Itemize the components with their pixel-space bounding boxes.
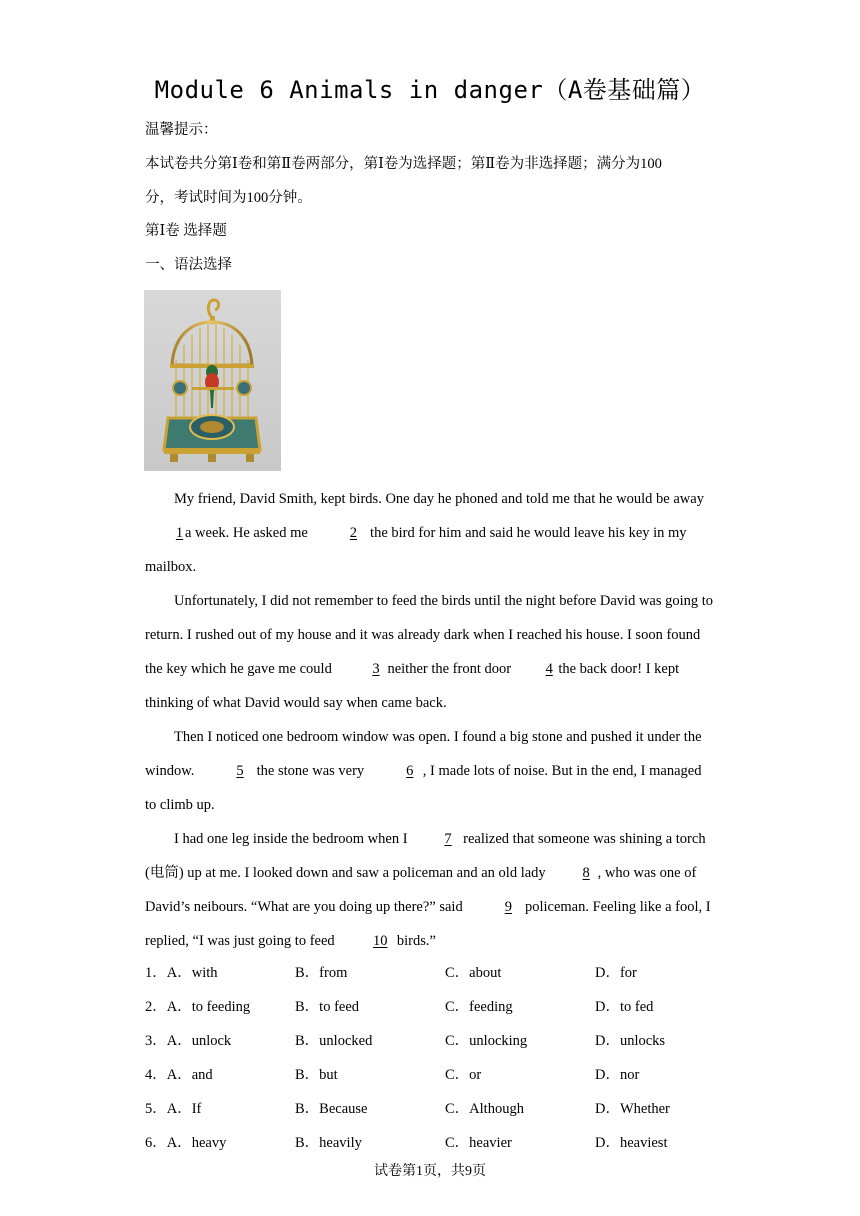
- option-6-c[interactable]: C．heavier: [445, 1135, 512, 1151]
- option-1-d[interactable]: D．for: [595, 965, 637, 981]
- option-4-c[interactable]: C．or: [445, 1067, 482, 1083]
- option-5-c[interactable]: C．Although: [445, 1101, 524, 1117]
- option-5-d[interactable]: D．Whether: [595, 1101, 670, 1117]
- passage-paragraph-3: Then I noticed one bedroom window was open. I found a big stone and pushed it under the window. 5 the stone was very 6 , I made lots of noise. But in the end, I managed to climb up.: [145, 729, 702, 813]
- question-2-options: [145, 990, 745, 1024]
- option-1-b[interactable]: B．from: [295, 965, 348, 981]
- option-2-b[interactable]: B．to feed: [295, 999, 360, 1015]
- blank-1[interactable]: 1: [175, 525, 184, 541]
- question-3-options: [145, 1024, 745, 1058]
- option-6-d[interactable]: D．heaviest: [595, 1135, 668, 1151]
- blank-3[interactable]: 3: [372, 661, 380, 677]
- blank-10[interactable]: 10: [373, 933, 388, 949]
- option-1-a[interactable]: 1．A．with: [145, 965, 218, 981]
- section-part-heading: 一、语法选择: [145, 257, 232, 273]
- option-3-c[interactable]: C．unlocking: [445, 1033, 528, 1049]
- birdcage-image: [144, 290, 281, 471]
- option-1-c[interactable]: C．about: [445, 965, 502, 981]
- question-1-options: [145, 956, 745, 990]
- blank-8[interactable]: 8: [582, 865, 590, 881]
- option-6-b[interactable]: B．heavily: [295, 1135, 362, 1151]
- option-6-a[interactable]: 6．A．heavy: [145, 1135, 227, 1151]
- option-2-d[interactable]: D．to fed: [595, 999, 654, 1015]
- blank-2[interactable]: 2: [349, 525, 358, 541]
- option-3-a[interactable]: 3．A．unlock: [145, 1033, 232, 1049]
- question-4-options: [145, 1058, 745, 1092]
- passage-paragraph-4: I had one leg inside the bedroom when I 7 realized that someone was shining a torch (电筒) up at me. I looked down and saw a policeman and an old lady 8 , who was one of David’s neibours. “What are you doing up there?” said 9 policeman. Feeling like a fool, I replied, “I was just going to feed 10 birds.”: [145, 822, 715, 958]
- question-6-options: [145, 1126, 745, 1160]
- blank-4[interactable]: 4: [545, 661, 553, 677]
- option-2-c[interactable]: C．feeding: [445, 999, 513, 1015]
- notice-line-1: 本试卷共分第Ⅰ卷和第Ⅱ卷两部分，第Ⅰ卷为选择题；第Ⅱ卷为非选择题；满分为100: [145, 156, 662, 172]
- option-3-b[interactable]: B．unlocked: [295, 1033, 373, 1049]
- option-4-d[interactable]: D．nor: [595, 1067, 640, 1083]
- passage: [145, 482, 715, 958]
- option-5-a[interactable]: 5．A．If: [145, 1101, 202, 1117]
- option-4-a[interactable]: 4．A．and: [145, 1067, 213, 1083]
- question-5-options: [145, 1092, 745, 1126]
- notice-line-2: 分，考试时间为100分钟。: [145, 190, 312, 206]
- option-5-b[interactable]: B．Because: [295, 1101, 368, 1117]
- section-heading: 第Ⅰ卷 选择题: [145, 223, 227, 239]
- page-footer: 试卷第1页，共9页: [374, 1164, 486, 1179]
- page-title: Module 6 Animals in danger（A卷基础篇）: [154, 76, 706, 104]
- option-4-b[interactable]: B．but: [295, 1067, 338, 1083]
- blank-6[interactable]: 6: [406, 763, 414, 779]
- blank-5[interactable]: 5: [236, 763, 244, 779]
- blank-9[interactable]: 9: [504, 899, 512, 915]
- option-2-a[interactable]: 2．A．to feeding: [145, 999, 251, 1015]
- passage-paragraph-1: My friend, David Smith, kept birds. One day he phoned and told me that he would be away 1 a week. He asked me 2 the bird for him and said he would leave his key in my mailbox.: [145, 491, 704, 575]
- passage-paragraph-2: Unfortunately, I did not remember to feed the birds until the night before David was going to return. I rushed out of my house and it was already dark when I reached his house. I soon found the key which he gave me could 3 neither the front door 4 the back door! I kept thinking of what David would say when came back.: [145, 593, 714, 711]
- options-list: [145, 956, 745, 1160]
- blank-7[interactable]: 7: [444, 831, 452, 847]
- notice-heading: 温馨提示：: [145, 122, 218, 138]
- option-3-d[interactable]: D．unlocks: [595, 1033, 666, 1049]
